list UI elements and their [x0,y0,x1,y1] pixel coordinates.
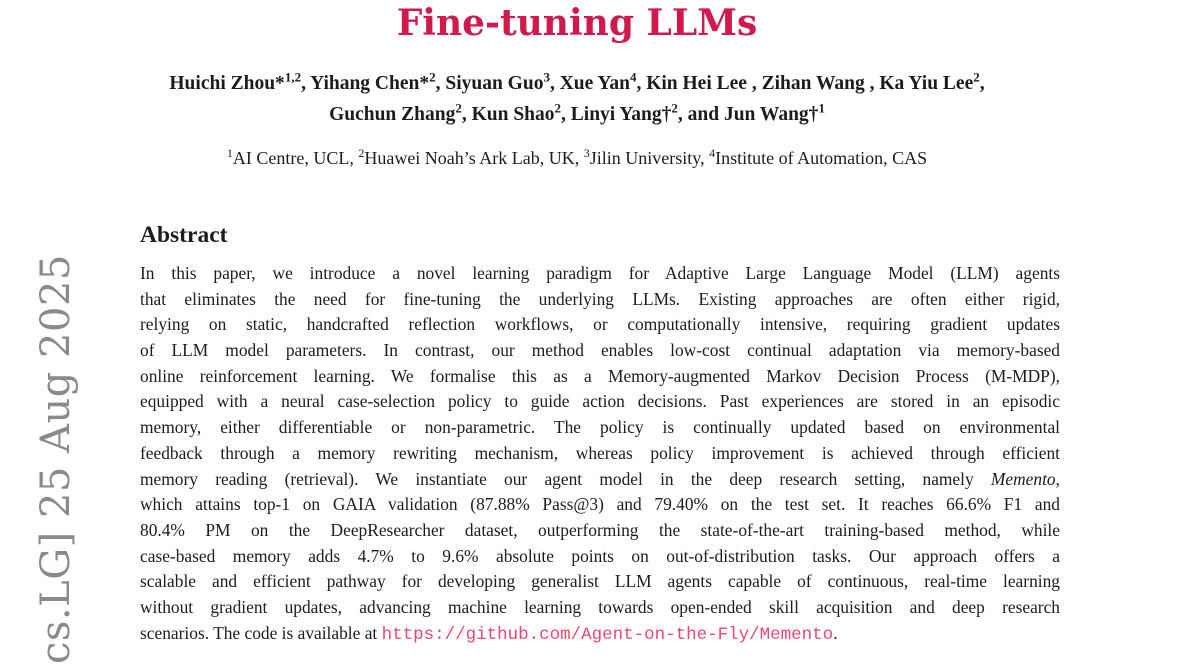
author: , Kin Hei Lee , Zihan Wang , Ka Yiu Lee [636,73,974,94]
author-affil-mark: 3 [543,69,550,85]
affiliation: Jilin University, [589,148,710,168]
author: , [979,73,985,94]
author-affil-mark: 2 [973,69,980,85]
author-line-1 [117,68,1037,99]
affil-mark: 4 [709,146,716,160]
paper-title: Fine-tuning LLMs [396,2,758,44]
abstract-line: of LLM model parameters. In contrast, our method enables low-cost continual adaptation via memory-based [140,340,1060,361]
abstract-line: online reinforcement learning. We formalise this as a Memory-augmented Markov Decision Process (M-MDP), [140,365,1060,386]
abstract-line [140,621,1060,647]
arxiv-watermark: cs.LG] 25 Aug 2025 [33,254,79,664]
author-affil-mark: 4 [629,69,637,85]
abstract-heading: Abstract [140,222,228,248]
affiliation: AI Centre, UCL, [232,148,359,168]
abstract-line: case-based memory adds 4.7% to 9.6% absolute points on out-of-distribution tasks. Our approach offers a [140,545,1060,566]
author: , Xue Yan [549,73,630,94]
abstract-text: scenarios. The code is available at [140,622,382,643]
abstract-line: relying on static, handcrafted reflection workflows, or computationally intensive, requiring gradient updates [140,314,1060,335]
abstract-body [140,261,1060,646]
abstract-line: without gradient updates, advancing machine learning towards open-ended skill acquisition and deep research [140,596,1060,617]
affiliation-list [117,145,1037,172]
author-affil-mark: 2 [455,100,462,116]
author-affil-mark: 2 [671,100,678,116]
code-repository-link[interactable]: https://github.com/Agent-on-the-Fly/Memento [381,624,834,645]
author: Huichi Zhou* [169,73,285,94]
author-line-2 [117,99,1037,130]
author: Guchun Zhang [329,104,456,125]
abstract-line: feedback through a memory rewriting mechanism, whereas policy improvement is achieved through efficient [140,442,1060,463]
affiliation: Institute of Automation, CAS [715,148,928,168]
abstract-line: memory, either differentiable or non-parametric. The policy is continually updated based on environmental [140,417,1060,438]
abstract-line: which attains top-1 on GAIA validation (87.88% Pass@3) and 79.40% on the test set. It reaches 66.6% F1 and [140,494,1060,515]
author-affil-mark: 1,2 [284,69,302,85]
author-affil-mark: 2 [429,69,436,85]
abstract-line: 80.4% PM on the DeepResearcher dataset, outperforming the state-of-the-art training-based method, while [140,519,1060,540]
abstract-line: equipped with a neural case-selection policy to guide action decisions. Past experiences are stored in an episodic [140,391,1060,412]
abstract-text: . [833,622,838,643]
abstract-line: In this paper, we introduce a novel learning paradigm for Adaptive Large Language Model (LLM) agents [140,263,1060,283]
author: , Yihang Chen* [301,73,430,94]
abstract-line [140,467,1060,493]
paper-header [117,0,1037,172]
author: , Siyuan Guo [435,73,544,94]
abstract-line: that eliminates the need for fine-tuning the underlying LLMs. Existing approaches are often either rigid, [140,288,1060,309]
author-list [117,68,1037,130]
memento-name: Memento [990,468,1056,489]
abstract-text: , [1055,468,1060,489]
abstract-text: memory reading (retrieval). We instantiate our agent model in the deep research setting, namely [140,468,991,489]
author: , Linyi Yang† [561,104,672,125]
affil-mark: 2 [358,146,365,160]
author: , Kun Shao [461,104,555,125]
author: , and Jun Wang† [677,104,819,125]
author-affil-mark: 2 [554,100,562,116]
affil-mark: 1 [226,146,233,160]
abstract-line: scalable and efficient pathway for developing generalist LLM agents capable of continuous, real-time learning [140,571,1060,592]
affil-mark: 3 [583,146,590,160]
author-affil-mark: 1 [818,100,825,116]
affiliation: Huawei Noah’s Ark Lab, UK, [364,148,584,168]
